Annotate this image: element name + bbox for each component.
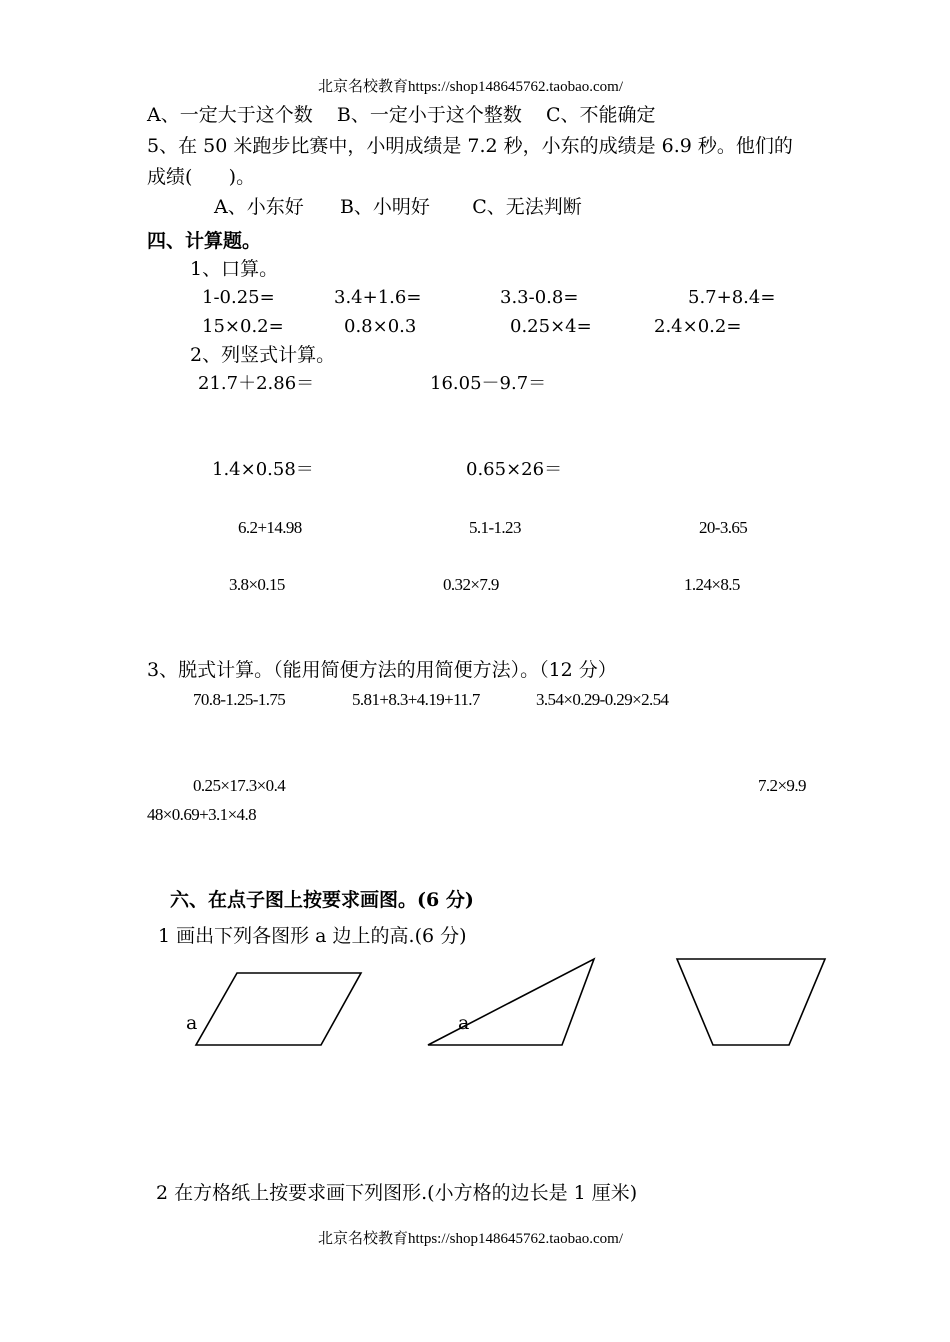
vertical-item: 6.2+14.98 — [238, 518, 302, 537]
oral-title: 1、口算。 — [190, 258, 279, 280]
q5-line1: 5、在 50 米跑步比赛中，小明成绩是 7.2 秒，小东的成绩是 6.9 秒。他们的 — [147, 135, 793, 157]
step-item: 70.8-1.25-1.75 — [193, 690, 286, 709]
vertical-item: 1.24×8.5 — [684, 575, 740, 594]
vertical-item: 0.65×26＝ — [466, 459, 563, 480]
page-header: 北京名校教育https://shop148645762.taobao.com/ — [318, 79, 623, 95]
vertical-item: 3.8×0.15 — [229, 575, 285, 594]
oral-item: 2.4×0.2= — [654, 316, 742, 337]
oral-item: 0.8×0.3 — [344, 316, 417, 337]
page-footer: 北京名校教育https://shop148645762.taobao.com/ — [318, 1231, 623, 1247]
q5-line2: 成绩( )。 — [147, 166, 256, 188]
triangle-shape — [428, 959, 594, 1045]
oral-item: 5.7+8.4= — [688, 287, 776, 308]
oral-item: 3.3-0.8= — [500, 287, 579, 308]
oral-item: 1-0.25= — [202, 287, 275, 308]
step-title: 3、脱式计算。（能用简便方法的用简便方法）。（12 分） — [147, 659, 617, 681]
vertical-item: 16.05－9.7＝ — [430, 373, 547, 394]
vertical-item: 1.4×0.58＝ — [212, 459, 314, 480]
task2-text: 2 在方格纸上按要求画下列图形.(小方格的边长是 1 厘米) — [156, 1182, 638, 1204]
section4-title: 四、计算题。 — [147, 230, 262, 252]
oral-item: 15×0.2= — [202, 316, 284, 337]
triangle-label-a: a — [458, 1012, 470, 1034]
step-item: 7.2×9.9 — [758, 776, 806, 795]
q4-options: A、一定大于这个数 B、一定小于这个整数 C、不能确定 — [147, 104, 656, 126]
trapezoid-shape — [677, 959, 825, 1045]
oral-item: 3.4+1.6= — [334, 287, 422, 308]
section6-title: 六、在点子图上按要求画图。(6 分) — [170, 889, 474, 911]
step-item: 3.54×0.29-0.29×2.54 — [536, 690, 669, 709]
vertical-item: 0.32×7.9 — [443, 575, 499, 594]
vertical-item: 21.7＋2.86＝ — [198, 373, 315, 394]
step-item: 5.81+8.3+4.19+11.7 — [352, 690, 480, 709]
parallelogram-label-a: a — [186, 1012, 198, 1034]
oral-item: 0.25×4= — [510, 316, 592, 337]
q5-options: A、小东好 B、小明好 C、无法判断 — [214, 196, 582, 218]
vertical-item: 5.1-1.23 — [469, 518, 521, 537]
parallelogram-shape — [196, 973, 361, 1045]
task1-text: 1 画出下列各图形 a 边上的高.(6 分) — [158, 925, 467, 947]
step-item: 0.25×17.3×0.4 — [193, 776, 286, 795]
vertical-item: 20-3.65 — [699, 518, 748, 537]
vertical-title: 2、列竖式计算。 — [190, 344, 336, 366]
step-item: 48×0.69+3.1×4.8 — [147, 805, 257, 824]
